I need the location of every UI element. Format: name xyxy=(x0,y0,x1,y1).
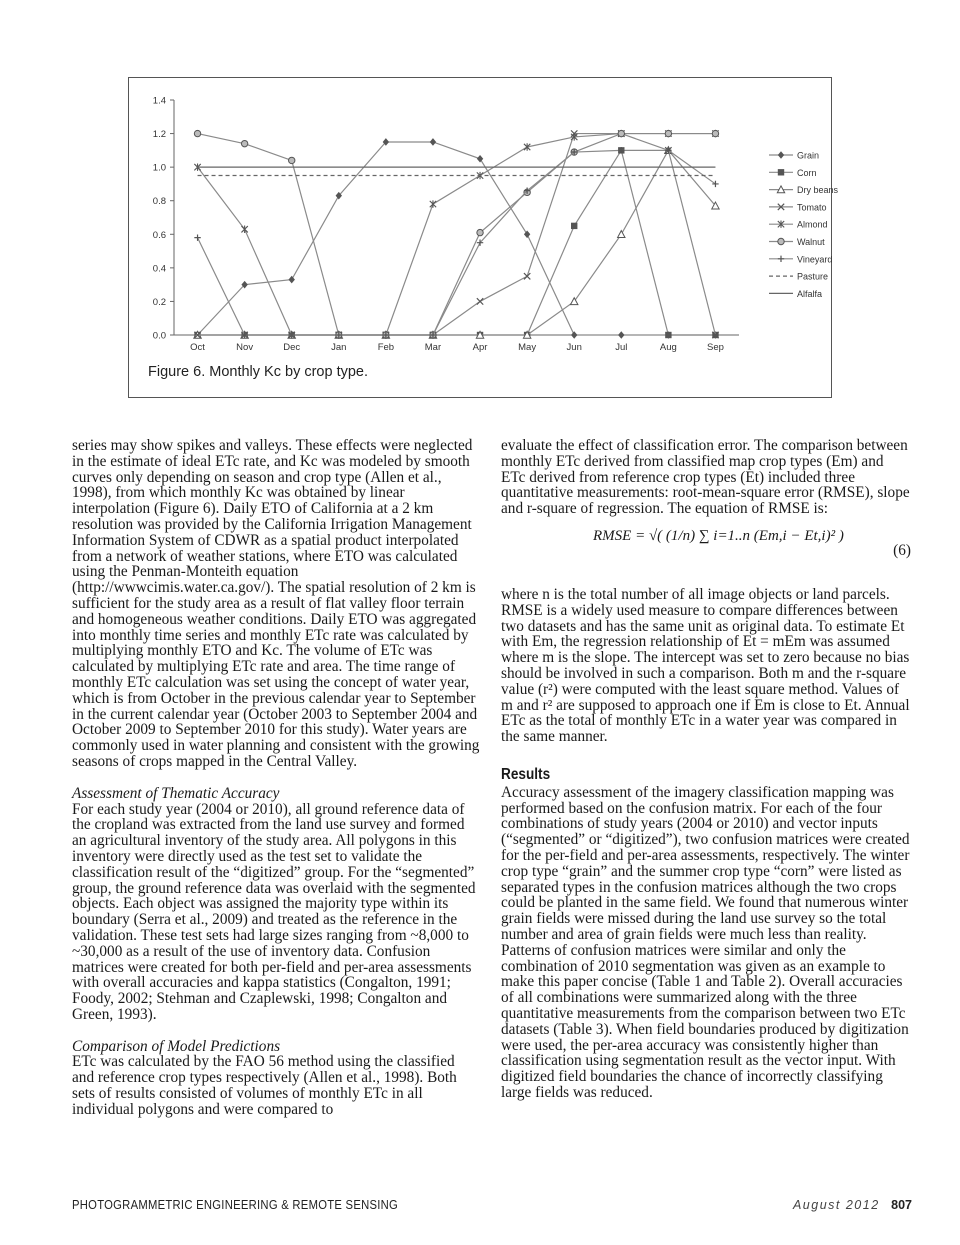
y-tick-label: 1.0 xyxy=(152,162,166,174)
point-walnut xyxy=(665,130,671,136)
left-column xyxy=(72,438,480,1118)
subheading-model-predictions: Comparison of Model Predictions xyxy=(72,1037,281,1055)
x-tick-label: May xyxy=(518,342,537,353)
point-tomato xyxy=(524,273,530,279)
y-tick-label: 0.0 xyxy=(152,330,166,342)
x-tick-label: Sep xyxy=(707,342,724,353)
legend-label-alfalfa: Alfalfa xyxy=(797,288,823,299)
left-paragraph-1: series may show spikes and valleys. These effects were neglected in the estimate of ideal ETc rate, and Kc was modeled by smooth curves only depending on season and crop type (Allen et al., 1998), from which monthly Kc was obtained by linear interpolation (Figure 6). Daily ETO of California at a 2 km resolution was provided by the California Irrigation Management Information System of CDWR as a spatial product interpolated from a network of weather stations, where ETO was calculated using the Penman-Monteith equation (http://wwwcimis.water.ca.gov/). The spatial resolution of 2 km is sufficient for the study area as a result of flat valley floor terrain and homogeneous weather conditions. Daily ETO was aggregated into monthly time series and monthly ETc rate was calculated by multiplying monthly ETO and Kc. The volume of ETc was calculated by multiplying ETc rate and area. The time range of monthly ETc calculation was set using the concept of water year, which is from October in the previous calendar year to September in the current calendar year (October 2003 to September 2004 and October 2009 to September 2010 for this study). Water years are commonly used in water planning and consistent with the growing seasons of crops mapped in the Central Valley. xyxy=(72,437,480,770)
y-tick-label: 0.8 xyxy=(152,196,166,208)
page-footer xyxy=(793,1198,912,1212)
point-walnut xyxy=(712,130,718,136)
point-walnut xyxy=(618,130,624,136)
legend-label-walnut: Walnut xyxy=(797,237,825,247)
legend-label-almond: Almond xyxy=(797,219,828,230)
series-line-tomato xyxy=(198,134,716,335)
legend-label-corn: Corn xyxy=(797,167,817,178)
x-tick-label: Nov xyxy=(236,342,254,353)
right-column xyxy=(501,438,911,1101)
point-corn xyxy=(571,223,577,229)
legend-label-pasture: Pasture xyxy=(797,271,829,282)
point-walnut xyxy=(289,157,295,163)
point-walnut xyxy=(194,130,200,136)
equation-number: (6) xyxy=(893,541,911,559)
point-almond xyxy=(430,200,436,207)
legend-label-grain: Grain xyxy=(797,150,820,161)
point-walnut xyxy=(241,140,247,146)
point-dry-beans xyxy=(618,231,625,238)
journal-name: PHOTOGRAMMETRIC ENGINEERING & REMOTE SENSING xyxy=(72,1198,399,1212)
legend-label-dry-beans: Dry beans xyxy=(797,185,839,196)
y-tick-label: 1.4 xyxy=(152,95,166,107)
point-almond xyxy=(241,226,247,233)
legend-marker-grain xyxy=(778,151,784,159)
kc-line-chart xyxy=(129,78,839,399)
y-tick-label: 0.2 xyxy=(152,296,166,308)
rmse-formula: RMSE = √( (1/n) ∑ i=1..n (Em,i − Et,i)² ) xyxy=(593,527,844,544)
x-tick-label: Aug xyxy=(659,342,677,353)
x-tick-label: Oct xyxy=(190,342,205,353)
y-tick-label: 0.6 xyxy=(152,229,166,241)
legend-label-tomato: Tomato xyxy=(797,202,827,213)
left-paragraph-3: ETc was calculated by the FAO 56 method using the classified and reference crop types respectively (Allen et al., 1998). Both sets of results consisted of volumes of monthly ETc in all individual polygons and were compared to xyxy=(72,1053,457,1118)
y-tick-label: 0.4 xyxy=(152,263,166,275)
point-tomato xyxy=(477,298,483,304)
x-tick-label: Feb xyxy=(377,342,395,353)
figure-caption: Figure 6. Monthly Kc by crop type. xyxy=(148,364,369,380)
series-line-almond xyxy=(198,134,716,335)
point-vineyard xyxy=(194,234,200,240)
right-paragraph-2: where n is the total number of all image objects or land parcels. RMSE is a widely used measure to compare differences between two datasets and has the same unit as original data. To estimate Et with Em, the regression relationship of Et = mEm was assumed where m is the slope. The intercept was set to zero because no bias should be involved in such a comparison. Both m and the r-square value (r²) were computed with the least square method. Values of m and r² are supposed to approach one if Em is close to Et. Annual ETc as the total of monthly ETc in a water year was compared in the same manner. xyxy=(501,585,910,746)
x-tick-label: Jan xyxy=(331,342,347,353)
figure-6-box xyxy=(128,77,839,398)
right-paragraph-1: evaluate the effect of classification error. The comparison between monthly ETc derived from classified map crop types (Em) and ETc derived from reference crop types (Et) included three quantitative measurements: root-mean-square error (RMSE), slope and r-square of regression. The equation of RMSE is: xyxy=(501,437,910,518)
series-line-walnut xyxy=(198,134,716,335)
y-tick-label: 1.2 xyxy=(152,129,166,141)
x-tick-label: Jun xyxy=(566,342,582,353)
point-walnut xyxy=(477,229,483,235)
page-number: 807 xyxy=(891,1198,912,1212)
point-corn xyxy=(665,332,671,338)
series-line-vineyard xyxy=(198,150,716,335)
right-paragraph-3: Accuracy assessment of the imagery classification mapping was performed based on the confusion matrix. For each of the four combinations of study years (2004 or 2010) and vector inputs (“segmented” or “digitized”), two confusion matrices were created for the per-field and per-area assessments, respectively. The winter crop type “grain” and the summer crop type “corn” were listed as separated types in the confusion matrices although the two crops could be planted in the same field. We found that numerous winter grain fields were missed during the land use survey so the total number and area of grain fields were much less than reality. Patterns of confusion matrices were similar and only the combination of 2010 segmentation was given as an example to make this paper concise (Table 1 and Table 2). Overall accuracies of all combinations were summarized along with the three quantitative measurements from the comparison between two ETc datasets (Table 3). When field boundaries produced by digitization were used, the per-area accuracy was consistently higher than classification using segmentation result as the vector input. With digitized field boundaries the chance of incorrectly classifying large fields was reduced. xyxy=(501,783,910,1101)
results-heading: Results xyxy=(501,765,551,783)
point-grain xyxy=(571,331,577,339)
x-tick-label: Apr xyxy=(472,342,488,353)
series-line-grain xyxy=(198,142,716,335)
rmse-equation xyxy=(501,525,911,577)
legend-marker-corn xyxy=(778,169,784,175)
left-paragraph-2: For each study year (2004 or 2010), all ground reference data of the cropland was extracted from the land use survey and formed an agricultural inventory of the study area. All polygons in this inventory were directly used as the test set to validate the classification result of the “digitized” group. For the “segmented” group, the ground reference data was overlaid with the segmented objects. Each object was assigned the majority type within its boundary (Serra et al., 2009) and treated as the reference in the validation. These test sets had large sizes ranging from ~8,000 to ~30,000 as a result of the use of inventory data. Confusion matrices were created for both per-field and per-area assessments with overall accuracies and kappa statistics (Congalton, 1991; Foody, 2002; Stehman and Czaplewski, 1998; Congalton and Green, 1993). xyxy=(72,800,476,1023)
legend-marker-walnut xyxy=(778,238,784,244)
issue-date: August 2012 xyxy=(792,1198,880,1212)
x-tick-label: Jul xyxy=(615,342,628,353)
series-line-dry-beans xyxy=(198,150,716,335)
point-grain xyxy=(430,138,436,146)
legend-label-vineyard: Vineyard xyxy=(797,254,833,265)
x-tick-label: Mar xyxy=(424,342,442,353)
x-tick-label: Dec xyxy=(283,342,301,353)
point-grain xyxy=(289,276,295,284)
legend-marker-vineyard xyxy=(778,256,784,262)
point-grain xyxy=(618,331,624,339)
subheading-thematic-accuracy: Assessment of Thematic Accuracy xyxy=(72,784,280,802)
series-line-corn xyxy=(198,150,716,335)
